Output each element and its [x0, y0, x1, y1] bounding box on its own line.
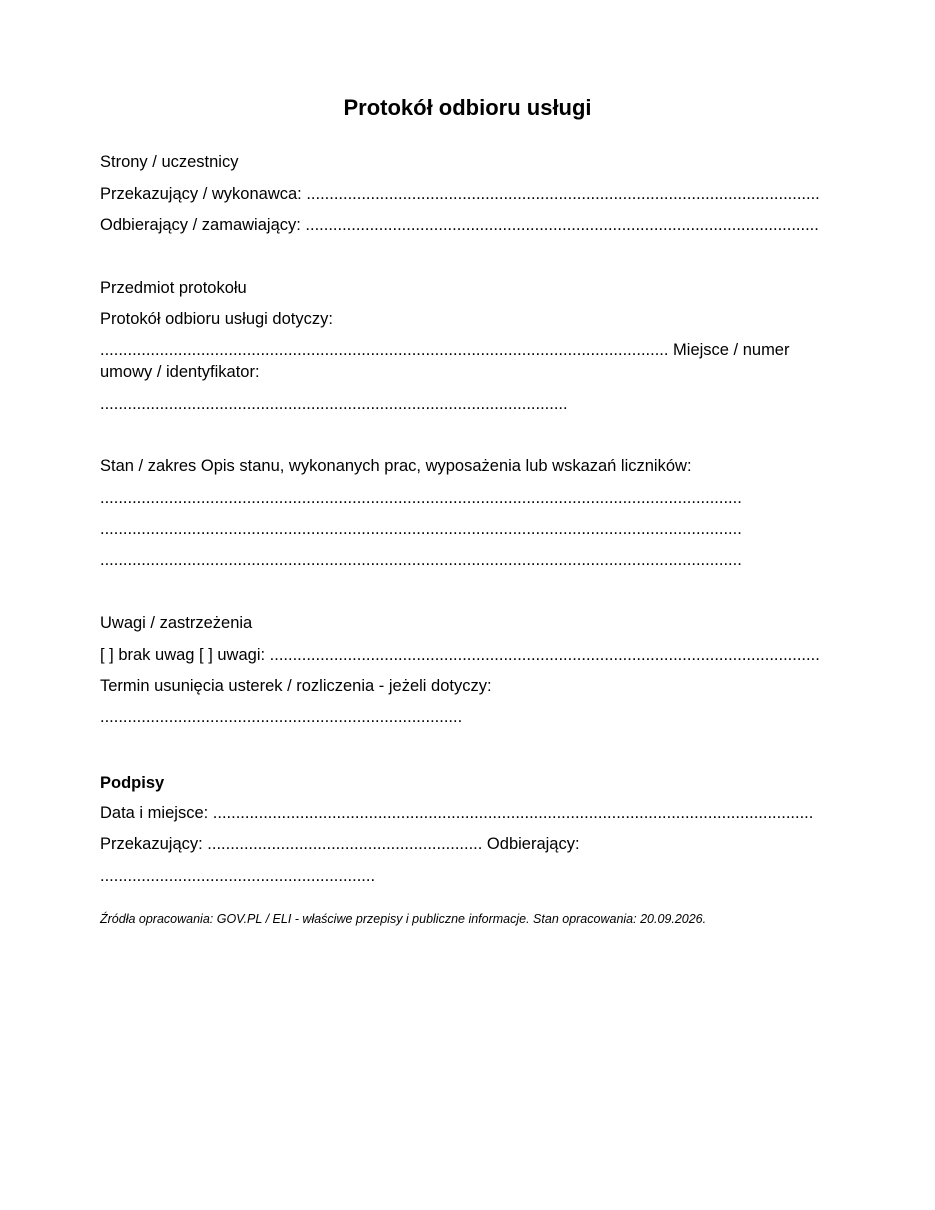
remarks-deadline-line: ............................................................................... — [100, 708, 463, 726]
state-line-2: ............................................................................................................................................ — [100, 520, 742, 538]
transferor-field: Przekazujący / wykonawca: ................................................................................................................ — [100, 185, 820, 203]
subject-identifier-line: ...................................................................................................... — [100, 395, 568, 413]
signatures-heading: Podpisy — [100, 774, 165, 792]
remarks-heading: Uwagi / zastrzeżenia — [100, 614, 253, 632]
subject-heading: Przedmiot protokołu — [100, 279, 247, 297]
state-heading: Stan / zakres Opis stanu, wykonanych prac, wyposażenia lub wskazań liczników: — [100, 457, 692, 475]
subject-concerns-line: ............................................................................................................................ Miejsce / numer umowy / identyfikator: — [100, 341, 790, 381]
signatures-signer-line: ............................................................ — [100, 867, 376, 885]
parties-heading: Strony / uczestnicy — [100, 153, 239, 171]
remarks-options: [ ] brak uwag [ ] uwagi: ........................................................................................................................ — [100, 646, 820, 664]
receiver-field: Odbierający / zamawiający: ................................................................................................................ — [100, 216, 819, 234]
sources-note: Źródła opracowania: GOV.PL / ELI - właściwe przepisy i publiczne informacje. Stan opracowania: 20.09.2026. — [100, 912, 707, 926]
subject-concerns-label: Protokół odbioru usługi dotyczy: — [100, 310, 333, 328]
signatures-signers: Przekazujący: ............................................................ Odbierający: — [100, 835, 580, 853]
document-title: Protokół odbioru usługi — [343, 95, 592, 120]
state-line-3: ............................................................................................................................................ — [100, 551, 742, 569]
signatures-date-place: Data i miejsce: ................................................................................................................................... — [100, 804, 814, 822]
remarks-deadline-label: Termin usunięcia usterek / rozliczenia - jeżeli dotyczy: — [100, 677, 492, 695]
state-line-1: ............................................................................................................................................ — [100, 489, 742, 507]
